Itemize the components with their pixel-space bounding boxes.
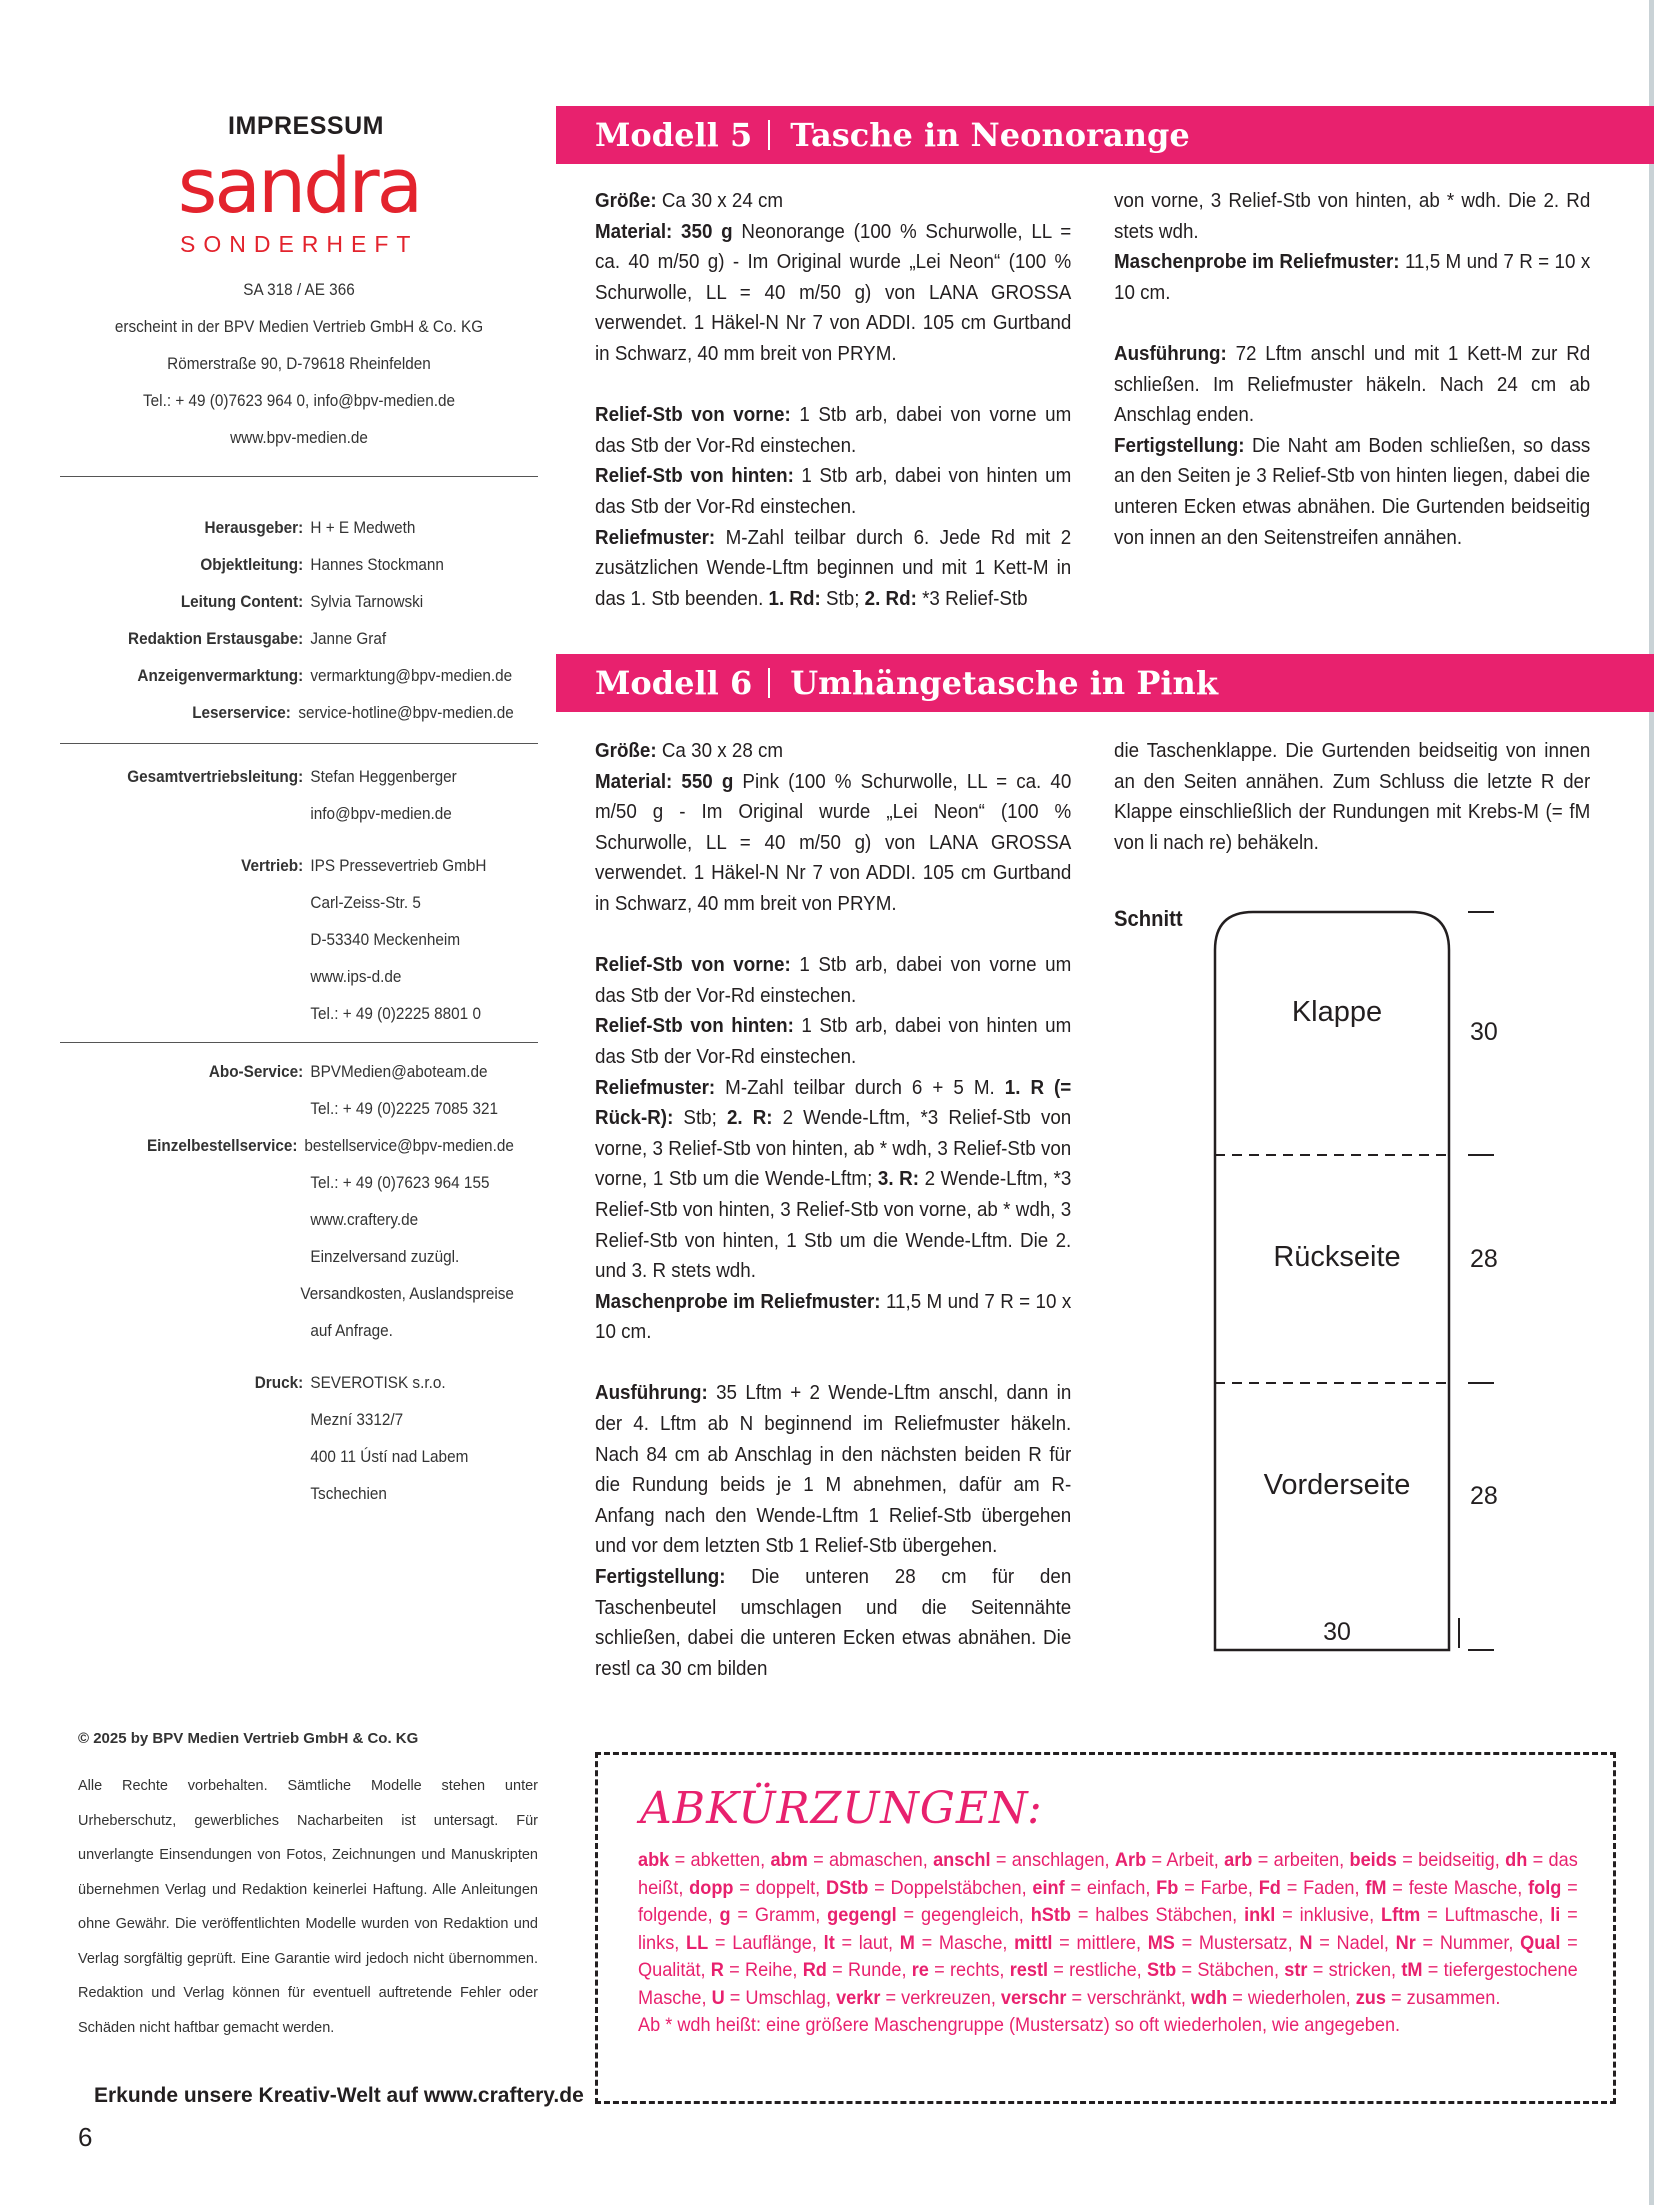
credit-value: Sylvia Tarnowski [310,592,424,611]
dist-value: Carl-Zeiss-Str. 5 [310,893,421,912]
abbreviation-item: fM = feste Masche, [1365,1876,1529,1899]
abbreviation-item: LL = Lauflänge, [686,1931,824,1954]
value: 11,5 M und 7 R = 10 x 10 cm. [1114,251,1591,304]
abbreviation-item: re = rechts, [911,1959,1010,1981]
material-para [595,767,1071,920]
abbreviation-item: Arb = Arbeit, [1114,1849,1225,1871]
abbreviation-footnote: Ab * wdh heißt: eine größere Maschengruppe (Mustersatz) so oft wiederholen, wie angegeben. [638,2014,1401,2036]
abbreviation: g [719,1904,731,1926]
abbreviation-item: dh = das heißt, [638,1849,1578,1899]
service-value: Tel.: + 49 (0)7623 964 155 [310,1173,490,1192]
abbreviation-item: Fb = Farbe, [1156,1876,1259,1899]
abbreviation-item: beids = beidseitig, [1349,1849,1506,1871]
abbreviation: verschr [1000,1986,1067,2009]
service-key [85,1238,306,1275]
abbreviation: M [899,1931,915,1954]
abbreviation: Stb [1146,1959,1177,1981]
relief-vorne-para [595,400,1071,461]
craftery-line[interactable]: Erkunde unsere Kreativ-Welt auf www.craftery.de [94,2084,584,2107]
abbreviation-item: verkr = verkreuzen, [836,1986,1001,2009]
abbreviation-item: abm = abmaschen, [770,1849,934,1871]
value: 1 Stb arb, dabei von hinten um das Stb der Vor-Rd einstechen. [595,465,1072,518]
dist-value[interactable]: www.ips-d.de [310,967,402,986]
modell6-title: Umhängetasche in Pink [790,664,1218,702]
abbreviation-item: g = Gramm, [719,1904,828,1926]
abbreviation-item: Rd = Runde, [802,1959,912,1981]
abbreviation-item: N = Nadel, [1299,1931,1396,1954]
value: M-Zahl teilbar durch 6. Jede Rd mit 2 zusätzlichen Wende-Lftm beginnen und mit 1 Kett-M in das 1. Stb beenden. [595,526,1072,610]
divider [60,476,538,477]
credit-value[interactable]: vermarktung@bpv-medien.de [310,666,513,685]
value: Ca 30 x 28 cm [656,740,784,762]
modell5-col1 [595,186,1073,614]
amount: 550 g [672,770,734,793]
label: Maschenprobe im Reliefmuster: [595,1290,881,1313]
label: Relief-Stb von vorne: [595,954,791,977]
abbreviation: gegengl [827,1904,897,1926]
value: 11,5 M und 7 R = 10 x 10 cm. [595,1290,1072,1344]
logo-subtitle: SONDERHEFT [180,231,419,257]
service-value[interactable]: bestellservice@bpv-medien.de [304,1136,515,1155]
legal-text: Alle Rechte vorbehalten. Sämtliche Modelle stehen unter Urheberschutz, gewerbliches Nacharbeiten ist untersagt. Für unverlangte Einsendungen von Fotos, Zeichnungen und Manuskripten übernehmen Verlag und Redaktion keinerlei Haftung. Alle Anleitungen ohne Gewähr. Die veröffentlichten Modelle wurden von Redaktion und Verlag sorgfältig geprüft. Eine Garantie wird jedoch nicht übernommen. Redaktion und Verlag können für eventuell auftretende Fehler oder Schäden nicht haftbar gemacht werden. [78,1778,538,2036]
publisher-phone: Tel.: + 49 (0)7623 964 0, info@bpv-medien.de [143,391,455,410]
service-key [85,1090,306,1127]
label: Größe: [595,190,657,212]
credit-row [60,657,538,694]
abbreviation: Lftm [1381,1904,1421,1926]
label: Material: [595,220,673,243]
modell6-header [556,654,1654,712]
credit-key: Leitung Content: [180,592,304,611]
dist-key [85,795,306,832]
abbreviation: re [911,1959,929,1981]
abbreviation: Arb [1114,1849,1147,1871]
dist-key [85,958,306,995]
service-value: Versandkosten, Auslandspreise [300,1284,514,1303]
impressum-title: IMPRESSUM [228,112,384,140]
value: Stb; [673,1107,727,1130]
header-separator [768,668,770,698]
service-key [83,1275,294,1312]
fertigstellung-para [595,1562,1071,1684]
abbreviation-item: hStb = halbes Stäbchen, [1030,1904,1245,1926]
legal-notice [78,1730,538,2045]
relief-hinten-para [595,461,1071,522]
value: 1 Stb arb, dabei von hinten um das Stb der Vor-Rd einstechen. [595,1015,1072,1068]
credit-key: Herausgeber: [204,518,304,537]
credit-row [60,546,538,583]
value: Die unteren 28 cm für den Taschenbeutel umschlagen und die Seitennähte schließen, dabei die unteren Ecken etwas abnähen. Die restl ca 30 cm bilden [595,1566,1072,1680]
service-key [85,1475,306,1512]
row-label: 1. R (= Rück-R): [595,1076,1072,1130]
label: Fertigstellung: [595,1566,726,1589]
row-label: 3. R: [877,1168,920,1191]
modell6-number: Modell 6 [595,664,753,702]
maschenprobe-para [595,1287,1071,1348]
abbreviation-item: Nr = Nummer, [1395,1931,1521,1954]
groesse-line [595,186,1071,217]
abkuerzungen-list [638,1847,1578,2040]
service-key [85,1401,306,1438]
value: 2 Wende-Lftm, *3 Relief-Stb von hinten, 3 Relief-Stb von vorne, ab * wdh, 3 Relief-Stb von hinten, 1 Stb um die Wende-Lftm. Die 2. und 3. R stets wdh. [595,1168,1072,1283]
abbreviation-item: DStb = Doppelstäbchen, [826,1876,1033,1899]
service-key [85,1312,306,1349]
publisher-line: erscheint in der BPV Medien Vertrieb GmbH & Co. KG [114,317,484,336]
abbreviation-item: M = Masche, [899,1931,1015,1954]
label: Reliefmuster: [595,526,716,549]
value: Pink (100 % Schurwolle, LL = ca. 40 m/50 g - Im Original wurde „Lei Neon“ (100 % Schurwolle, LL = 40 m/50 g) von LANA GROSSA verwendet. 1 Häkel-N Nr 7 von ADDI. 105 cm Gurtband in Schwarz, 40 mm breit von PRYM. [595,770,1072,915]
value: Neonorange (100 % Schurwolle, LL = ca. 40 m/50 g) - Im Original wurde „Lei Neon“ (100 % Schurwolle, LL = 40 m/50 g) von LANA GROSSA verwendet. 1 Häkel-N Nr 7 von ADDI. 105 cm Gurtband in Schwarz, 40 mm breit von PRYM. [595,220,1072,365]
abbreviation: Rd [802,1959,827,1981]
abbreviation: MS [1147,1931,1175,1954]
abbreviation: U [711,1986,725,2009]
label: Relief-Stb von vorne: [595,404,791,427]
abbreviation: N [1299,1931,1313,1954]
section-label-rueckseite: Rückseite [1273,1241,1401,1273]
abbreviation-item: tM = tiefergestochene Masche, [638,1959,1578,2009]
page-number: 6 [78,2122,93,2152]
value: M-Zahl teilbar durch 6 + 5 M. [715,1076,1005,1099]
abbreviation: dopp [689,1876,734,1899]
service-value: 400 11 Ústí nad Labem [310,1447,469,1466]
abbreviation-item: U = Umschlag, [711,1986,837,2009]
abbreviation: R [710,1959,724,1981]
impressum-column [60,112,538,1512]
abbreviation: dh [1505,1849,1528,1871]
abbreviation-item: anschl = anschlagen, [933,1849,1115,1871]
fertigstellung-continued: die Taschenklappe. Die Gurtenden beidseitig von innen an den Seiten annähen. Zum Schluss die letzte R der Klappe einschließlich der Rundungen mit Krebs-M (= fM von li nach re) behäkeln. [1114,740,1591,854]
abbreviation: lt [823,1931,835,1954]
modell5-title: Tasche in Neonorange [790,116,1190,154]
abbreviation: anschl [933,1849,991,1871]
service-key [85,1438,306,1475]
abbreviation: abm [770,1849,808,1871]
abbreviation: arb [1224,1849,1253,1871]
abbreviation: LL [686,1931,709,1954]
relief-vorne-para [595,950,1071,1011]
abbreviation-item: MS = Mustersatz, [1147,1931,1300,1954]
label: Material: [595,770,673,793]
dist-key [85,995,306,1032]
maschenprobe-para [1114,247,1590,308]
abbreviation-item: arb = arbeiten, [1224,1849,1350,1871]
dist-key: Gesamtvertriebsleitung: [127,767,304,786]
credit-value: Janne Graf [310,629,387,648]
row-label: 2. R: [726,1107,773,1130]
row-label: 1. Rd: [768,587,821,610]
abbreviation: inkl [1244,1904,1276,1926]
credit-value: H + E Medweth [310,518,416,537]
service-key: Abo-Service: [208,1062,304,1081]
abbreviation: folg [1528,1876,1562,1899]
modell5-col2 [1114,186,1592,553]
service-list [60,1053,538,1512]
dist-value: Stefan Heggenberger [310,767,457,786]
credit-row [60,620,538,657]
value: 35 Lftm + 2 Wende-Lftm anschl, dann in der 4. Lftm ab N beginnend im Reliefmuster häkeln. Nach 84 cm ab Anschlag in den nächsten beiden R für die Rundung beids je 1 M abnehmen, dafür am R-Anfang nach den Wende-Lftm 1 Relief-Stb übergehen und vor dem letzten Stb 1 Relief-Stb übergehen. [595,1382,1072,1558]
abbreviation-item: Fd = Faden, [1258,1876,1366,1899]
logo-word: sandra [177,141,421,230]
service-value: Tschechien [310,1484,387,1503]
publisher-website[interactable]: www.bpv-medien.de [230,428,368,447]
dist-value: D-53340 Meckenheim [310,930,461,949]
abbreviation: Qual [1520,1931,1561,1954]
service-key [85,1164,306,1201]
abbreviation-item: R = Reihe, [710,1959,803,1981]
abbreviation-item: Qual = Qualität, [638,1931,1578,1981]
row-label: 2. Rd: [864,587,917,610]
abbreviation-item: abk = abketten, [638,1849,771,1871]
ausfuehrung-para [1114,339,1590,431]
service-value: SEVEROTISK s.r.o. [310,1373,446,1392]
label: Fertigstellung: [1114,434,1245,457]
abbreviation: Fb [1156,1876,1179,1899]
value: Ca 30 x 24 cm [656,190,784,212]
service-key: Druck: [254,1373,304,1392]
credits-list [60,509,538,731]
abbreviation-item: zus = zusammen. [1355,1986,1501,2009]
abbreviation: restl [1009,1959,1049,1981]
abbreviation: mittl [1014,1931,1053,1954]
abbreviation: zus [1355,1986,1386,2009]
label: Ausführung: [595,1382,708,1405]
value: 72 Lftm anschl und mit 1 Kett-M zur Rd schließen. Im Reliefmuster häkeln. Nach 24 cm ab Anschlag enden. [1114,342,1591,427]
abbreviation-item: mittl = mittlere, [1014,1931,1148,1954]
label: Reliefmuster: [595,1076,716,1099]
abbreviation: einf [1032,1876,1065,1899]
value: 1 Stb arb, dabei von vorne um das Stb der Vor-Rd einstechen. [595,404,1072,457]
schnitt-diagram [1190,880,1620,1660]
abbreviation: tM [1401,1959,1423,1981]
dist-value: IPS Pressevertrieb GmbH [310,856,487,875]
dim-label-vorderseite: 28 [1470,1482,1498,1510]
credit-row [60,509,538,546]
ausfuehrung-para [595,1378,1071,1562]
credit-key: Anzeigenvermarktung: [137,666,304,685]
credit-row [60,583,538,620]
credit-row [60,694,538,731]
section-label-vorderseite: Vorderseite [1263,1469,1411,1501]
abbreviation-item: verschr = verschränkt, [1000,1986,1191,2009]
abbreviation: wdh [1190,1986,1228,2009]
service-value: auf Anfrage. [310,1321,393,1340]
service-key: Einzelbestellservice: [146,1136,298,1155]
label: Maschenprobe im Reliefmuster: [1114,251,1400,274]
header-separator [768,120,770,150]
abbreviation-item: lt = laut, [823,1931,900,1954]
value: 1 Stb arb, dabei von vorne um das Stb der Vor-Rd einstechen. [595,954,1072,1007]
credit-value[interactable]: service-hotline@bpv-medien.de [298,703,514,722]
dist-key [85,884,306,921]
abbreviation: str [1284,1959,1308,1981]
relief-hinten-para [595,1011,1071,1072]
abbreviation-item: li = links, [638,1904,1578,1954]
divider [60,743,538,744]
service-value: Mezní 3312/7 [310,1410,404,1429]
value: Die Naht am Boden schließen, so dass an den Seiten je 3 Relief-Stb von hinten liegen, dabei die unteren Ecken etwas abnähen. Die Gurtenden beidseitig von innen an den Seitenstreifen annähen. [1114,434,1591,549]
service-key [85,1201,306,1238]
abbreviation: verkr [836,1986,881,2009]
credit-key: Redaktion Erstausgabe: [128,629,304,648]
copyright: © 2025 by BPV Medien Vertrieb GmbH & Co. KG [78,1730,419,1747]
abbreviation: hStb [1030,1904,1071,1926]
dist-key: Vertrieb: [241,856,304,875]
abbreviation-item: dopp = doppelt, [689,1876,827,1899]
abbreviation: Nr [1395,1931,1416,1954]
service-value: Tel.: + 49 (0)2225 7085 321 [310,1099,498,1118]
page-edge [1649,0,1654,2205]
issue-number: SA 318 / AE 366 [243,280,355,299]
section-label-klappe: Klappe [1291,996,1383,1028]
value: Stb; [820,587,865,610]
modell5-header [556,106,1654,164]
abbreviation: beids [1349,1849,1397,1871]
label: Größe: [595,740,657,762]
modell6-col1 [595,736,1073,1684]
service-value[interactable]: www.craftery.de [310,1210,419,1229]
sandra-logo [60,141,538,265]
groesse-line [595,736,1071,767]
abbreviation: li [1550,1904,1561,1926]
abbreviation-item: wdh = wiederholen, [1190,1986,1356,2009]
abbreviation: abk [638,1849,670,1871]
abkuerzungen-box [595,1752,1616,2104]
abbreviation: DStb [826,1876,869,1899]
abbreviation-item: Lftm = Luftmasche, [1381,1904,1551,1926]
reliefmuster-continued: von vorne, 3 Relief-Stb von hinten, ab * wdh. Die 2. Rd stets wdh. [1114,190,1591,243]
abkuerzungen-title: ABKÜRZUNGEN: [640,1783,1043,1834]
abbreviation-item: str = stricken, [1284,1959,1402,1981]
modell5-number: Modell 5 [595,116,753,154]
material-para [595,217,1071,370]
credit-value: Hannes Stockmann [310,555,444,574]
abbreviation-item: Stb = Stäbchen, [1146,1959,1285,1981]
publisher-info [60,271,538,456]
abbreviation: fM [1365,1876,1387,1899]
fertigstellung-para [1114,431,1590,553]
dist-value: Tel.: + 49 (0)2225 8801 0 [310,1004,481,1023]
label: Ausführung: [1114,342,1227,365]
abbreviation-item: inkl = inklusive, [1244,1904,1382,1926]
label: Relief-Stb von hinten: [595,1015,794,1038]
schnitt-label: Schnitt [1114,906,1183,931]
service-value: Einzelversand zuzügl. [310,1247,460,1266]
dim-label-rueckseite: 28 [1470,1245,1498,1273]
dim-label-width: 30 [1323,1618,1351,1646]
dim-label-klappe: 30 [1470,1018,1498,1046]
abbreviation-item: gegengl = gegengleich, [827,1904,1031,1926]
abbreviation: Fd [1258,1876,1281,1899]
reliefmuster-para [595,1073,1071,1287]
service-value[interactable]: BPVMedien@aboteam.de [310,1062,488,1081]
value: *3 Relief-Stb [916,587,1028,610]
amount: 350 g [672,220,733,243]
dist-key [85,921,306,958]
dist-value[interactable]: info@bpv-medien.de [310,804,452,823]
distribution-list [60,758,538,1032]
publisher-address: Römerstraße 90, D-79618 Rheinfelden [167,354,431,373]
divider [60,1042,538,1043]
credit-key: Leserservice: [192,703,291,722]
abbreviation-item: einf = einfach, [1032,1876,1157,1899]
value: 2 Wende-Lftm, *3 Relief-Stb von vorne, 3 Relief-Stb von hinten, ab * wdh, 3 Relief-Stb von vorne, 1 Stb um die Wende-Lftm; [595,1107,1072,1191]
reliefmuster-para [595,523,1071,615]
abbreviation-item: folg = folgende, [638,1876,1578,1926]
label: Relief-Stb von hinten: [595,465,794,488]
modell6-col2 [1114,736,1592,858]
abbreviation-item: restl = restliche, [1009,1959,1147,1981]
credit-key: Objektleitung: [200,555,304,574]
